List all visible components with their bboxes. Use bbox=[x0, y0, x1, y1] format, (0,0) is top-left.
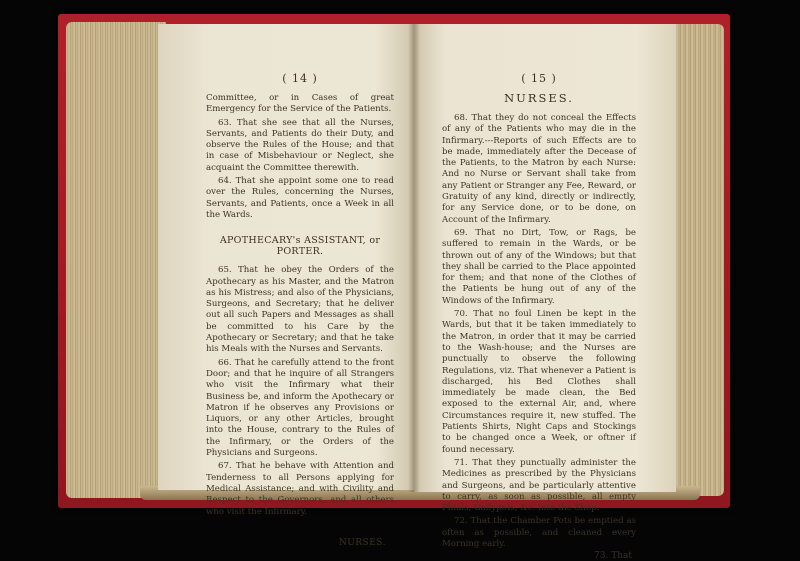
page-edges-left bbox=[66, 22, 166, 498]
paragraph: 72. That the Chamber Pots be emptied as often as possible, and cleaned every Morning early. bbox=[442, 516, 636, 549]
paragraph: 63. That she see that all the Nurses, Servants, and Patients do their Duty, and observe the Rules of the House; and that in case of Misbehaviour or Neglect, she acquaint the Committee therewith. bbox=[206, 117, 394, 173]
paragraph: 65. That he obey the Orders of the Apothecary as his Master, and the Matron as his Mistress; and also of the Physicians, Surgeons, and Secretary; that he deliver out all such Papers and Messages as shall be committed to his Care by the Apothecary or Secretary; and that he take his Meals with the Nurses and Servants. bbox=[206, 265, 394, 355]
paragraph: 70. That no foul Linen be kept in the Wards, but that it be taken immediately to the Matron, in order that it may be carried to the Wash-house; and the Nurses are punctually to observe the following Regulations, viz. That whenever a Patient is discharged, his Bed Clothes shall immediately be made clean, the Bed exposed to the external Air, and, where Circumstances require it, new stuffed. The Patients Shirts, Night Caps and Stockings to be changed once a Week, or oftner if found necessary. bbox=[442, 309, 636, 455]
paragraph: 68. That they do not conceal the Effects of any of the Patients who may die in the Infirmary.---Reports of such Effects are to be made, immediately after the Decease of the Patients, to the Matron by each Nurse: And no Nurse or Servant shall take from any Patient or Stranger any Fee, Reward, or Gratuity of any kind, directly or indirectly, for any Service done, or to be done, on Account of the Infirmary. bbox=[442, 113, 636, 225]
page-number-left: ( 14 ) bbox=[282, 72, 318, 85]
paragraph: 69. That no Dirt, Tow, or Rags, be suffered to remain in the Wards, or be thrown out of any of the Windows; but that they shall be carried to the Place appointed for them; and that none of the Clothes of the Patients be hung out of any of the Windows of the Infirmary. bbox=[442, 227, 636, 306]
paragraph: 67. That he behave with Attention and Tenderness to all Persons applying for Medical Assistance; and with Civility and Respect to the Governors, and all others who visit the Infirmary. bbox=[206, 461, 394, 517]
paragraph: 66. That he carefully attend to the front Door; and that he inquire of all Strangers who visit the Infirmary what their Business be, and inform the Apothecary or Matron if he observes any Provisions or Liquors, or any other Articles, brought into the House, contrary to the Rules of the Infirmary, or the Orders of the Physicians and Surgeons. bbox=[206, 357, 394, 459]
paragraph: Committee, or in Cases of great Emergency for the Service of the Patients. bbox=[206, 93, 394, 115]
left-page bbox=[158, 24, 414, 548]
paragraph: 71. That they punctually administer the Medicines as prescribed by the Physicians and Surgeons, and be particularly attentive to carry, as soon as possible, all empty Phials, Gallypots, &c. into the Shop. bbox=[442, 457, 636, 514]
page-heading: NURSES. bbox=[504, 91, 574, 105]
right-page bbox=[414, 24, 676, 561]
paragraph: 64. That she appoint some one to read over the Rules, concerning the Nurses, Servants, and Patients, once a Week in all the Wards. bbox=[206, 176, 394, 220]
page-number-right: ( 15 ) bbox=[521, 72, 557, 85]
catchword-right: 73. That bbox=[594, 551, 632, 561]
catchword-left: NURSES. bbox=[338, 537, 386, 548]
book-gutter bbox=[408, 24, 420, 492]
section-heading: APOTHECARY's ASSISTANT, or PORTER. bbox=[219, 235, 381, 258]
